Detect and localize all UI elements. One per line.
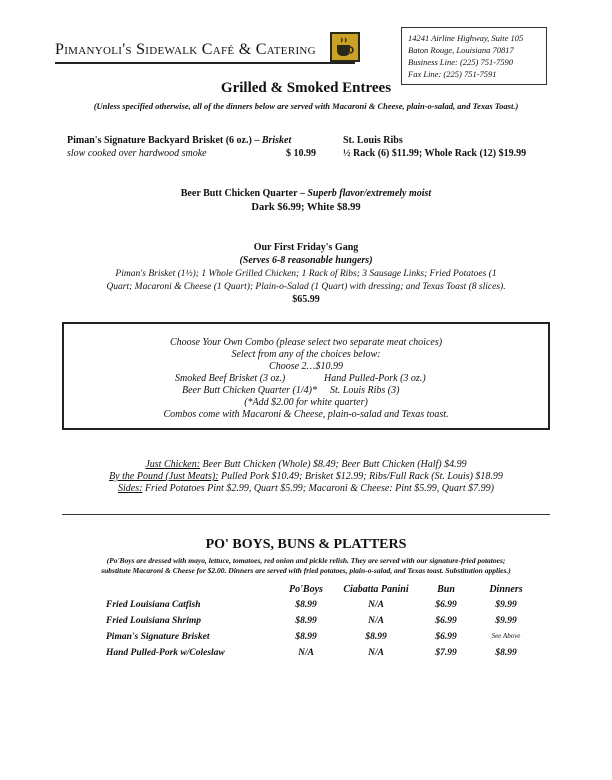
brisket-name: Piman's Signature Backyard Brisket (6 oz.) –: [67, 135, 262, 146]
sides-label: Sides:: [118, 483, 143, 494]
sides-line: [0, 482, 612, 496]
column-header-dinners: Dinners: [489, 584, 523, 595]
column-header-poboys: Po'Boys: [289, 584, 323, 595]
row-price-poboy: $8.99: [295, 600, 317, 610]
gang-contents-line2: Quart; Macaroni & Cheese (1 Quart); Plain-o-Salad (1 Quart) with dressing; and Texas Toast (8 slices).: [106, 282, 506, 292]
gang-serves: (Serves 6-8 reasonable hungers): [239, 255, 373, 266]
combo-price: Choose 2…$10.99: [269, 361, 343, 372]
brisket-price: $ 10.99: [286, 148, 316, 159]
combo-option-pulled-pork: Hand Pulled-Pork (3 oz.): [324, 373, 426, 384]
row-price-bun: $6.99: [435, 616, 457, 626]
table-row: [106, 616, 536, 632]
combo-option-ribs: St. Louis Ribs (3): [330, 385, 400, 396]
row-price-panini: N/A: [368, 600, 384, 610]
section-divider: [62, 514, 550, 515]
row-price-poboy: N/A: [298, 648, 314, 658]
poboys-description-line1: (Po'Boys are dressed with mayo, lettuce, tomatoes, red onion and pickle relish. They are served with our signature-fried potatoes;: [106, 556, 506, 565]
brand-underline: [55, 62, 355, 64]
poboys-description-line2: substitute Macaroni & Cheese for $2.00. Dinners are served with fried potatoes, plain-o-salad, and Texas toast. Substitution applies.): [101, 566, 511, 575]
row-item-name: Hand Pulled-Pork w/Coleslaw: [106, 648, 225, 658]
section-title-poboys: PO' BOYS, BUNS & PLATTERS: [205, 537, 407, 552]
row-price-panini: N/A: [368, 648, 384, 658]
row-item-name: Fried Louisiana Shrimp: [106, 616, 202, 626]
combo-heading: Choose Your Own Combo (please select two separate meat choices): [169, 337, 443, 348]
by-the-pound-text: Pulled Pork $10.49; Brisket $12.99; Ribs/Full Rack (St. Louis) $18.99: [218, 471, 503, 482]
just-chicken-text: Beer Butt Chicken (Whole) $8.49; Beer Butt Chicken (Half) $4.99: [200, 459, 467, 470]
chicken-quarter-item: [0, 187, 612, 201]
row-price-dinner: $8.99: [495, 648, 517, 658]
poboys-price-table: [106, 584, 536, 664]
row-item-name: Piman's Signature Brisket: [106, 632, 210, 642]
business-phone: Business Line: (225) 751-7590: [408, 57, 514, 67]
section-subtitle-grilled: (Unless specified otherwise, all of the dinners below are served with Macaroni & Cheese, plain-o-salad, and Texas Toast.): [93, 101, 519, 111]
address-line: Baton Rouge, Louisiana 70817: [408, 45, 514, 55]
table-row: [106, 648, 536, 664]
combo-option-brisket: Smoked Beef Brisket (3 oz.): [175, 373, 286, 384]
row-price-poboy: $8.99: [295, 632, 317, 642]
gang-contents-line1: Piman's Brisket (1½); 1 Whole Grilled Chicken; 1 Rack of Ribs; 3 Sausage Links; Fried Potatoes (1: [115, 269, 497, 279]
table-header-row: [106, 584, 536, 600]
chicken-quarter-name: Beer Butt Chicken Quarter –: [180, 188, 308, 199]
table-header-item: [106, 584, 276, 600]
combo-note: (*Add $2.00 for white quarter): [244, 397, 368, 408]
brisket-item: [67, 134, 291, 148]
row-price-bun: $6.99: [435, 600, 457, 610]
table-row: [106, 632, 536, 648]
row-price-bun: $7.99: [435, 648, 457, 658]
brisket-label: Brisket: [261, 135, 292, 146]
combo-footer: Combos come with Macaroni & Cheese, plain-o-salad and Texas toast.: [163, 409, 449, 420]
sides-text: Fried Potatoes Pint $2.99, Quart $5.99; Macaroni & Cheese: Pint $5.99, Quart $7.99): [142, 483, 494, 494]
by-the-pound-label: By the Pound (Just Meats):: [109, 471, 219, 482]
address-box: [401, 27, 547, 85]
row-item-name: Fried Louisiana Catfish: [106, 600, 201, 610]
table-row: [106, 600, 536, 616]
ribs-prices: ½ Rack (6) $11.99; Whole Rack (12) $19.99: [343, 148, 527, 159]
row-price-bun: $6.99: [435, 632, 457, 642]
address-line: 14241 Airline Highway, Suite 105: [408, 33, 524, 43]
gang-price: $65.99: [292, 294, 320, 305]
row-price-dinner: See Above: [491, 632, 521, 640]
column-header-panini: Ciabatta Panini: [343, 584, 409, 595]
brand-name: Pimanyoli's Sidewalk Café & Catering: [55, 41, 316, 58]
fax-number: Fax Line: (225) 751-7591: [408, 69, 497, 79]
section-title-grilled: Grilled & Smoked Entrees: [220, 80, 392, 96]
chicken-quarter-desc: Superb flavor/extremely moist: [307, 188, 432, 199]
row-price-panini: N/A: [368, 616, 384, 626]
row-price-poboy: $8.99: [295, 616, 317, 626]
brisket-description: slow cooked over hardwood smoke: [67, 148, 207, 159]
ribs-name: St. Louis Ribs: [343, 135, 403, 146]
gang-title: Our First Friday's Gang: [253, 242, 359, 253]
just-chicken-label: Just Chicken:: [145, 459, 201, 470]
coffee-cup-logo-icon: [330, 32, 360, 62]
column-header-bun: Bun: [437, 584, 455, 595]
row-price-dinner: $9.99: [495, 616, 517, 626]
row-price-dinner: $9.99: [495, 600, 517, 610]
row-price-panini: $8.99: [365, 632, 387, 642]
combo-instructions: Select from any of the choices below:: [231, 349, 381, 360]
combo-option-chicken: Beer Butt Chicken Quarter (1/4)*: [182, 385, 317, 396]
chicken-quarter-prices: Dark $6.99; White $8.99: [251, 202, 361, 213]
